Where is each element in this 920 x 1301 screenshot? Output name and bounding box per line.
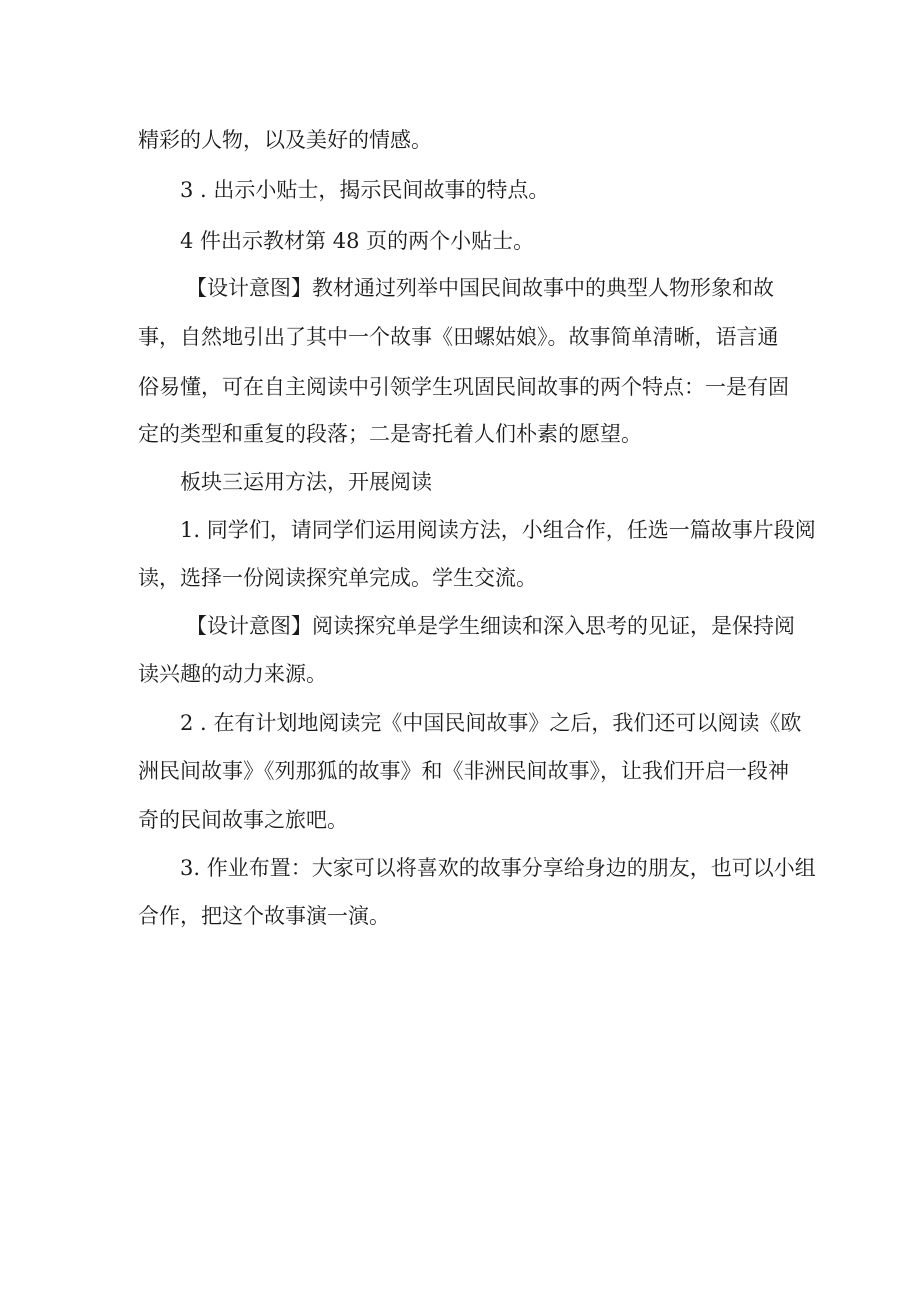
design-intent-line: 事，自然地引出了其中一个故事《田螺姑娘》。故事简单清晰，语言通 xyxy=(138,325,779,349)
paragraph-line: 奇的民间故事之旅吧。 xyxy=(138,808,348,832)
design-intent-line: 【设计意图】教材通过列举中国民间故事中的典型人物形象和故 xyxy=(186,276,774,300)
list-item: 2 . 在有计划地阅读完《中国民间故事》之后，我们还可以阅读《欧 xyxy=(180,711,802,735)
list-item: 3 . 出示小贴士，揭示民间故事的特点。 xyxy=(180,178,550,202)
paragraph-line: 读，选择一份阅读探究单完成。学生交流。 xyxy=(138,566,537,590)
design-intent-line: 【设计意图】阅读探究单是学生细读和深入思考的见证，是保持阅 xyxy=(186,614,795,638)
design-intent-line: 定的类型和重复的段落；二是寄托着人们朴素的愿望。 xyxy=(138,422,642,446)
paragraph-line: 洲民间故事》《列那狐的故事》和《非洲民间故事》，让我们开启一段神 xyxy=(138,759,789,783)
design-intent-line: 俗易懂，可在自主阅读中引领学生巩固民间故事的两个特点：一是有固 xyxy=(138,375,789,399)
list-item: 3. 作业布置：大家可以将喜欢的故事分享给身边的朋友，也可以小组 xyxy=(180,856,816,880)
list-item: 1. 同学们，请同学们运用阅读方法，小组合作，任选一篇故事片段阅 xyxy=(180,518,816,542)
section-heading: 板块三运用方法，开展阅读 xyxy=(180,470,432,494)
paragraph-line: 精彩的人物，以及美好的情感。 xyxy=(138,128,432,152)
design-intent-line: 读兴趣的动力来源。 xyxy=(138,662,327,686)
list-item: 4 件出示教材第 48 页的两个小贴士。 xyxy=(180,229,535,253)
paragraph-line: 合作，把这个故事演一演。 xyxy=(138,904,390,928)
